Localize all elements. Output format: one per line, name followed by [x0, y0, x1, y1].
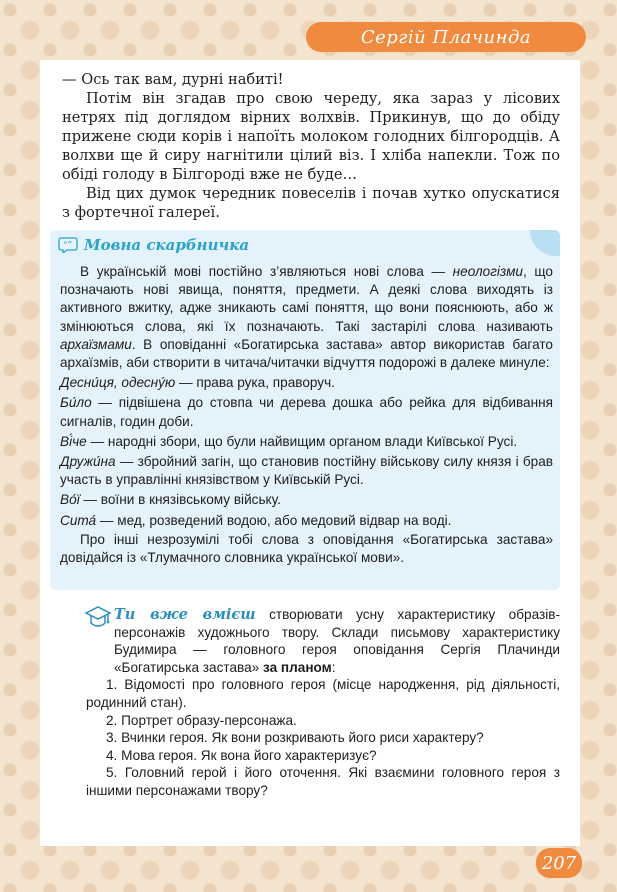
quote-bubble-icon — [58, 237, 78, 253]
story-paragraph: Від цих думок чередник повеселів і почав хутко опускатися з фортечної галереї. — [62, 185, 560, 221]
intro-text: В українській мові постійно з’являються нові слова — — [80, 264, 453, 279]
glossary-definition: — воїни в князівському війську. — [79, 492, 281, 508]
glossary-entry — [60, 491, 553, 509]
treasury-closing: Про інші незрозумілі тобі слова з оповідання «Богатирська застава» довідайся із «Тлумачного словника української мови». — [60, 531, 553, 566]
glossary-definition: — збройний загін, що становив постійну військову силу князя і брав участь в управлінні князівством у Київській Русі. — [60, 454, 553, 488]
glossary-definition: — мед, розведений водою, або медовий відвар на воді. — [96, 512, 452, 528]
task-lead: Ти вже вмієш — [114, 606, 256, 623]
task-intro — [86, 606, 560, 676]
plan-list — [86, 676, 560, 799]
glossary-entry — [60, 394, 553, 430]
task-text: створювати усну характеристику образів-персонажів художнього твору. Склади письмову характеристику Будимира — головного героя оповідання Сергія Плачинди «Богатирська застава» — [114, 607, 560, 675]
treasury-body — [60, 263, 553, 567]
term-neologisms: неологізми — [452, 264, 523, 279]
story-paragraph: — Ось так вам, дурні набиті! — [62, 71, 284, 88]
glossary-definition: — права рука, праворуч. — [175, 375, 335, 391]
term-archaisms: архаїзмами — [60, 336, 132, 352]
task-section — [86, 606, 560, 800]
glossary-term: Ві́че — [60, 433, 87, 449]
glossary-term: Сита́ — [60, 512, 97, 528]
language-treasury-box — [50, 230, 560, 590]
glossary-entry — [60, 374, 553, 392]
glossary-entry — [60, 512, 553, 530]
page-number: 207 — [536, 848, 582, 878]
plan-item: 4. Мова героя. Як вона його характеризує? — [106, 747, 377, 763]
box-corner-decoration — [530, 230, 560, 256]
glossary-term: Во́ї — [60, 492, 80, 508]
treasury-title: Мовна скарбничка — [84, 236, 250, 254]
svg-text:“”: “” — [63, 241, 73, 252]
glossary-entry — [60, 433, 553, 451]
glossary-definition: — народні збори, що були найвищим органом влади Київської Русі. — [86, 433, 518, 449]
glossary-term: Би́ло — [60, 395, 92, 411]
intro-text: , що позначають нові явища, поняття, предмети. А деякі слова виходять із активного вжитку, адже зникають самі поняття, що вони пояснюють, або ж змінюються слова, які їх позначають. Такі застарілі слова називають — [60, 264, 553, 334]
plan-item: 1. Відомості про головного героя (місце народження, рід діяльності, родинний стан). — [86, 677, 560, 710]
treasury-intro — [60, 263, 553, 372]
glossary-term: Десни́ця, одесну́ю — [60, 375, 176, 391]
plan-label: за планом — [263, 659, 332, 675]
glossary-definition: — підвішена до стовпа чи дерева дошка або рейка для відбивання сигналів, годин доби. — [60, 395, 553, 429]
plan-item: 2. Портрет образу-персонажа. — [106, 712, 297, 728]
glossary-term: Дружи́на — [60, 454, 116, 470]
treasury-heading — [58, 236, 249, 254]
story-text — [62, 70, 560, 222]
intro-text: . В оповіданні «Богатирська застава» автор використав багато архаїзмів, аби створити в читача/читачки відчуття подорожі в далеке минуле: — [60, 336, 553, 371]
glossary-entry — [60, 453, 553, 489]
running-header-author: Сергій Плачинда — [306, 22, 586, 52]
story-paragraph: Потім він згадав про свою череду, яка зараз у лісових нетрях під доглядом вірних волхвів. Прикинув, що до обіду прижене сюди корів і напоїть молоком голодних білгородців. А волхви ще й сиру нагнітили цілий віз. І хліба напекли. Тож по обіді голоду в Білгороді вже не буде… — [62, 90, 560, 183]
plan-colon: : — [331, 659, 336, 675]
graduation-cap-icon — [84, 604, 112, 630]
plan-item: 5. Головний герой і його оточення. Які взаємини головного героя з іншими персонажами твору? — [86, 765, 560, 798]
plan-item: 3. Вчинки героя. Як вони розкривають його риси характеру? — [106, 730, 484, 746]
